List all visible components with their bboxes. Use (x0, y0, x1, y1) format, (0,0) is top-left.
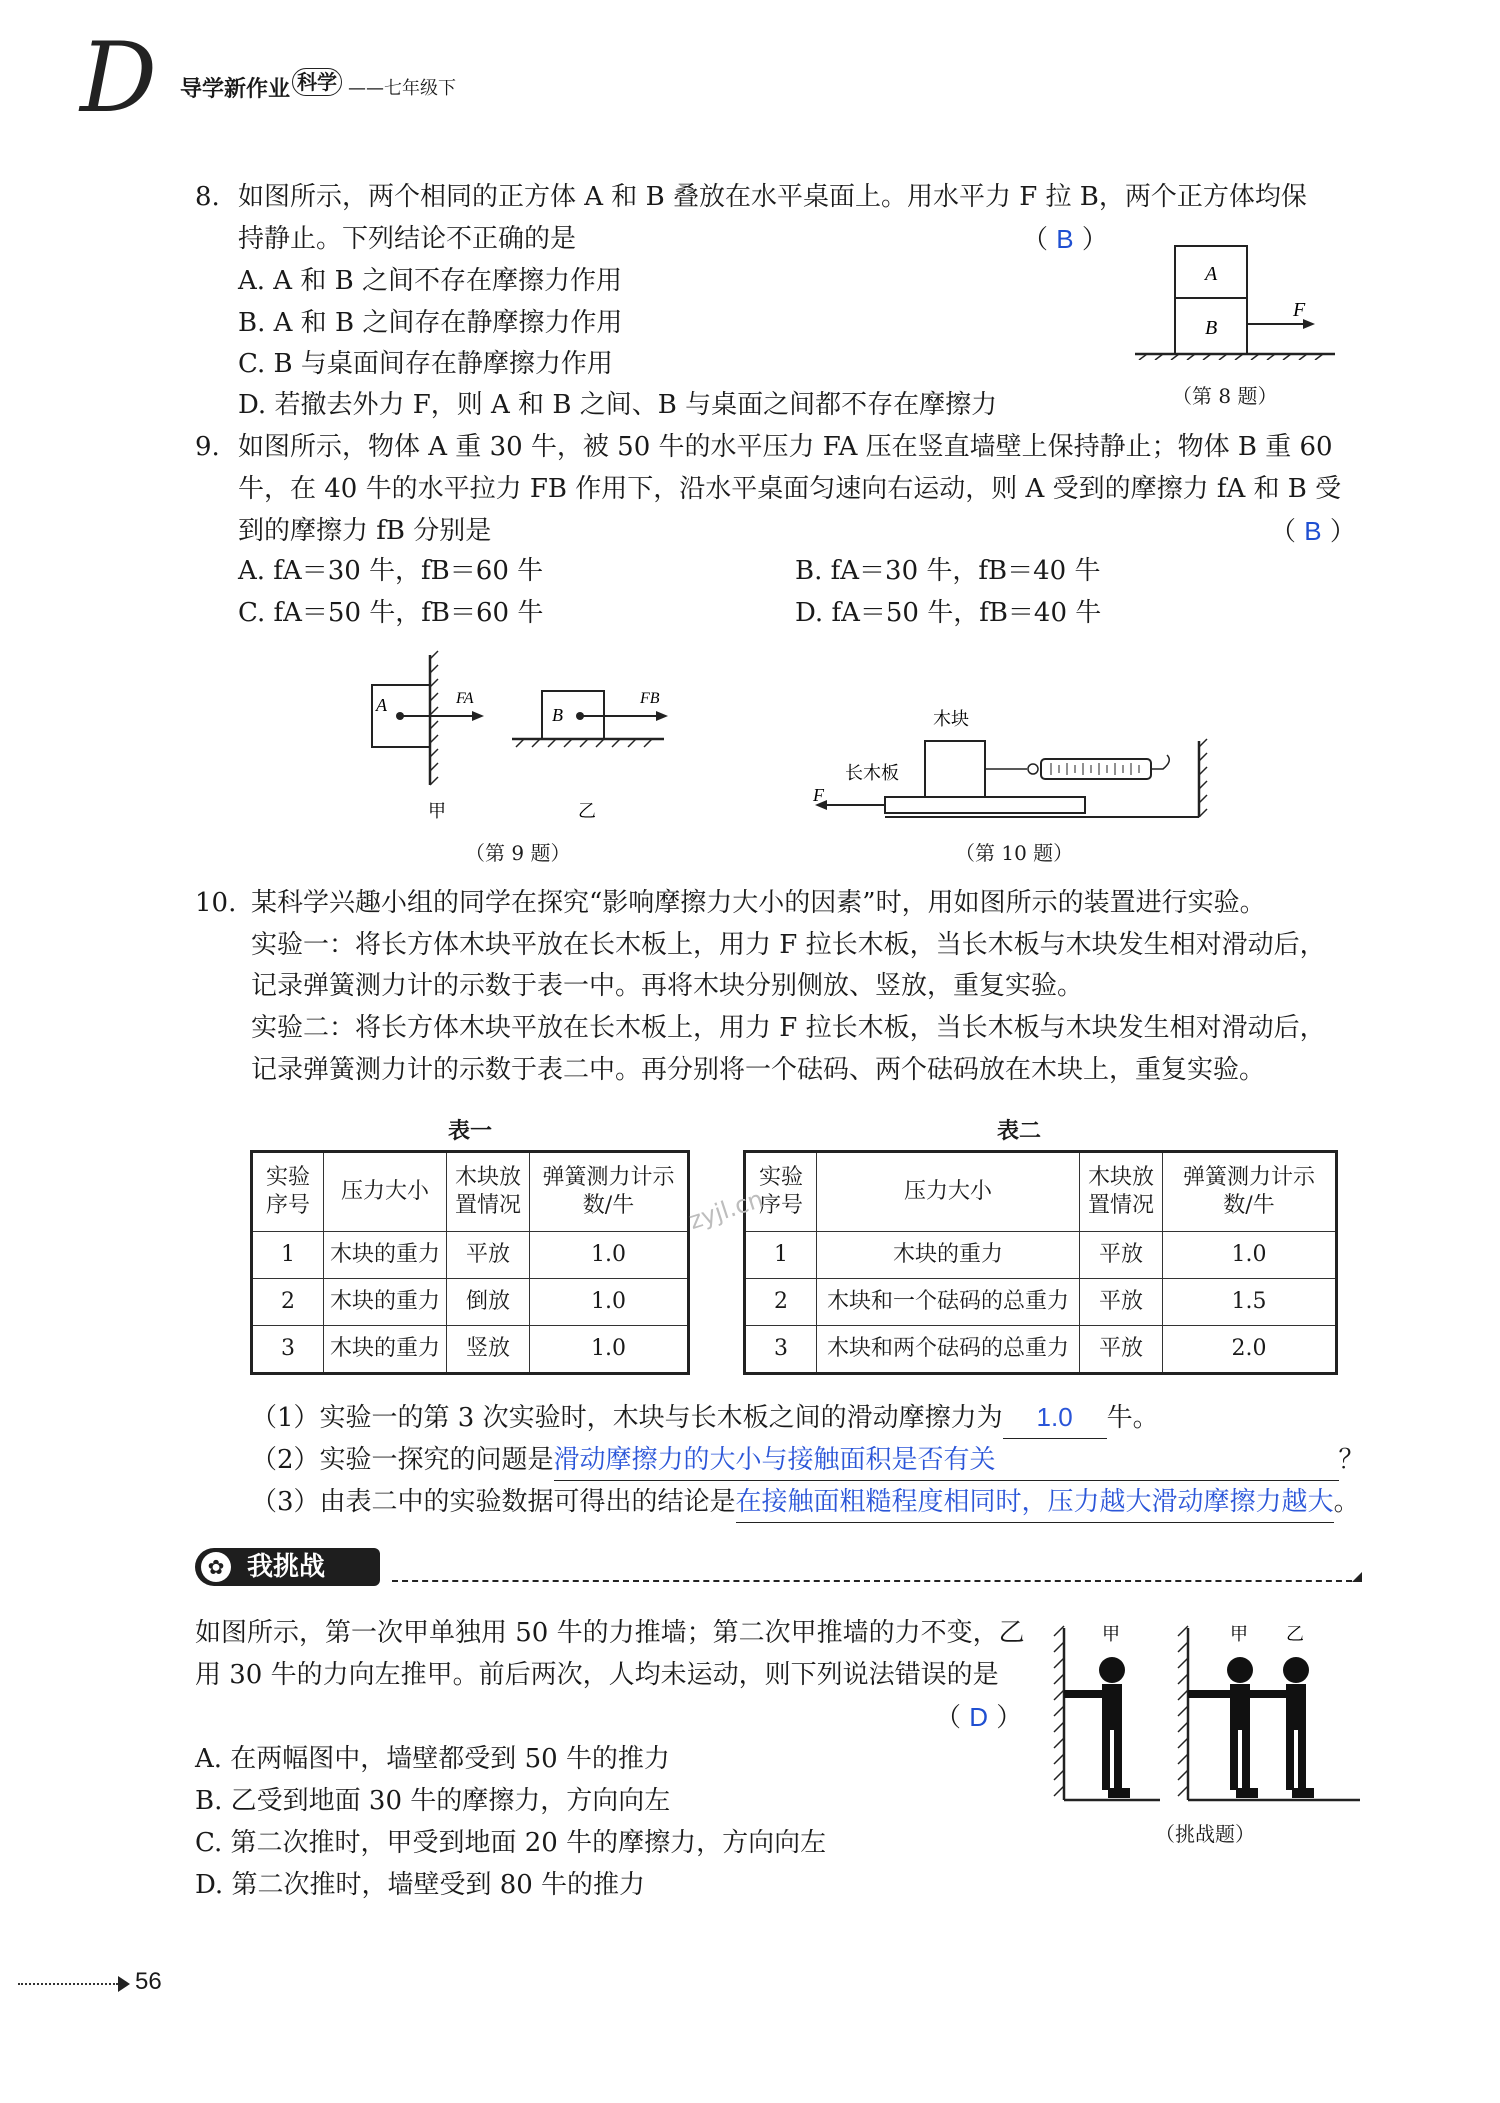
table2-header: 木块放置情况 (1080, 1152, 1163, 1232)
cube-b-label: B (1205, 317, 1218, 339)
table1 (250, 1150, 690, 1375)
label-jia-1: 甲 (1102, 1624, 1120, 1645)
q8-stem-line1: 如图所示，两个相同的正方体 A 和 B 叠放在水平桌面上。用水平力 F 拉 B，两个正方体均保 (238, 182, 1307, 212)
wall-left-hatching (1054, 1626, 1064, 1796)
table2-header-row (745, 1152, 1337, 1232)
table-row (252, 1326, 689, 1374)
q9-option-d: D. fA＝50 牛，fB＝40 牛 (795, 598, 1102, 628)
challenge-divider (392, 1580, 1352, 1582)
q10-sub2-suffix: ？ (1338, 1445, 1365, 1475)
table2-cell: 1.5 (1163, 1279, 1337, 1326)
table-row (745, 1279, 1337, 1326)
q10-number: 10. (195, 888, 237, 918)
long-board (885, 797, 1085, 813)
challenge-answer-bracket: （ D ） (935, 1702, 1023, 1733)
label-jia: 甲 (428, 801, 446, 822)
spring-end-hook (1151, 755, 1169, 769)
cube-a-label: A (1205, 263, 1218, 285)
label-yi: 乙 (1286, 1624, 1304, 1645)
table2-header: 压力大小 (817, 1152, 1080, 1232)
table2-cell: 平放 (1080, 1279, 1163, 1326)
force-f-label: F (813, 785, 824, 805)
challenge-caption: （挑战题） (1155, 1822, 1255, 1846)
table1-cell: 木块的重力 (324, 1326, 447, 1374)
q10-exp1-line1: 实验一：将长方体木块平放在长木板上，用力 F 拉长木板，当长木板与木块发生相对滑动后， (251, 930, 1326, 960)
challenge-option-d: D. 第二次推时，墙壁受到 80 牛的推力 (195, 1870, 646, 1900)
table2-header: 弹簧测力计示数/牛 (1163, 1152, 1337, 1232)
q10-sub1-prefix: （1）实验一的第 3 次实验时，木块与长木板之间的滑动摩擦力为 (251, 1403, 1003, 1433)
q10-sub1 (251, 1396, 1159, 1439)
table1-header: 压力大小 (324, 1152, 447, 1232)
q8-option-c: C. B 与桌面间存在静摩擦力作用 (238, 349, 613, 379)
q9-figure (360, 645, 680, 845)
q10-sub3 (251, 1480, 1360, 1523)
table1-cell: 竖放 (447, 1326, 530, 1374)
person-jia-2 (1188, 1657, 1258, 1798)
table2-cell: 1.0 (1163, 1232, 1337, 1279)
page-number: 56 (135, 1968, 162, 1995)
q10-intro: 某科学兴趣小组的同学在探究“影响摩擦力大小的因素”时，用如图所示的装置进行实验。 (251, 888, 1266, 918)
label-jia-2: 甲 (1230, 1624, 1248, 1645)
spring-hook (1028, 764, 1038, 774)
grade-label: ——七年级下 (348, 78, 456, 99)
q9-stem-line3: 到的摩擦力 fB 分别是 (238, 516, 492, 546)
table2-cell: 平放 (1080, 1326, 1163, 1374)
table1-cell: 1 (252, 1232, 324, 1279)
label-block: 木块 (933, 709, 969, 730)
challenge-option-c: C. 第二次推时，甲受到地面 20 牛的摩擦力，方向向左 (195, 1828, 827, 1858)
wall-right-hatching (1178, 1626, 1188, 1796)
q10-sub1-suffix: 牛。 (1106, 1403, 1159, 1433)
table1-header-row (252, 1152, 689, 1232)
q10-sub2-prefix: （2）实验一探究的问题是 (251, 1445, 554, 1475)
footer-arrow-icon (118, 1976, 130, 1992)
q10-exp2-line1: 实验二：将长方体木块平放在长木板上，用力 F 拉长木板，当长木板与木块发生相对滑动后， (251, 1013, 1326, 1043)
table2-cell: 2 (745, 1279, 817, 1326)
table2-cell: 木块和两个砝码的总重力 (817, 1326, 1080, 1374)
challenge-answer: D (969, 1702, 989, 1732)
block-b-label: B (552, 705, 563, 725)
q10-sub3-prefix: （3）由表二中的实验数据可得出的结论是 (251, 1487, 736, 1517)
table1-header: 弹簧测力计示数/牛 (530, 1152, 689, 1232)
table1-cell: 木块的重力 (324, 1232, 447, 1279)
force-fa-label: FA (456, 690, 474, 707)
table1-cell: 1.0 (530, 1279, 689, 1326)
q9-option-a: A. fA＝30 牛，fB＝60 牛 (238, 556, 544, 586)
logo-letter: D (80, 22, 157, 134)
q10-sub3-suffix: 。 (1333, 1487, 1360, 1517)
table-row (745, 1232, 1337, 1279)
table-row (252, 1279, 689, 1326)
subject-label: 科学 (297, 70, 337, 94)
page-header (80, 22, 600, 134)
force-fb-head (656, 711, 668, 721)
force-f-label: F (1293, 299, 1306, 321)
table1-cell: 3 (252, 1326, 324, 1374)
q8-stem-line2: 持静止。下列结论不正确的是 (238, 224, 577, 254)
challenge-heading-banner (195, 1548, 380, 1586)
q9-answer-bracket: （ B ） (1270, 516, 1356, 547)
challenge-option-b: B. 乙受到地面 30 牛的摩擦力，方向向左 (195, 1786, 671, 1816)
table1-title: 表一 (448, 1119, 493, 1144)
q10-sub2-answer: 滑动摩擦力的大小与接触面积是否有关 (554, 1438, 1339, 1481)
challenge-divider-end-icon (1352, 1572, 1362, 1582)
table1-cell: 1.0 (530, 1232, 689, 1279)
challenge-option-a: A. 在两幅图中，墙壁都受到 50 牛的推力 (195, 1744, 670, 1774)
table2-title: 表二 (997, 1119, 1042, 1144)
table1-cell: 倒放 (447, 1279, 530, 1326)
q8-option-a: A. A 和 B 之间不存在摩擦力作用 (238, 266, 622, 296)
q10-figure-caption: （第 10 题） (955, 841, 1074, 865)
label-yi: 乙 (578, 801, 596, 822)
q8-number: 8. (195, 182, 220, 212)
subject-badge (292, 68, 342, 96)
force-fb-label: FB (640, 690, 660, 707)
q8-caption: （第 8 题） (1172, 384, 1278, 408)
person-jia-1 (1064, 1657, 1130, 1798)
table1-cell: 木块的重力 (324, 1279, 447, 1326)
q10-sub3-answer: 在接触面粗糙程度相同时，压力越大滑动摩擦力越大 (736, 1480, 1334, 1523)
q8-answer-bracket: （ B ） (1022, 224, 1108, 255)
table-row (252, 1232, 689, 1279)
wood-block (925, 741, 985, 797)
table2-cell: 3 (745, 1326, 817, 1374)
table2-cell: 木块和一个砝码的总重力 (817, 1279, 1080, 1326)
table1-cell: 2 (252, 1279, 324, 1326)
q10-sub1-answer: 1.0 (1003, 1396, 1107, 1439)
table1-cell: 1.0 (530, 1326, 689, 1374)
table2-cell: 1 (745, 1232, 817, 1279)
q10-sub2 (251, 1438, 1365, 1481)
table2-cell: 木块的重力 (817, 1232, 1080, 1279)
book-title: 导学新作业 (180, 77, 291, 102)
q9-number: 9. (195, 432, 220, 462)
table1-header: 木块放置情况 (447, 1152, 530, 1232)
table2-cell: 2.0 (1163, 1326, 1337, 1374)
force-fa-head (472, 711, 484, 721)
q9-answer: B (1304, 516, 1322, 546)
q9-stem-line1: 如图所示，物体 A 重 30 牛，被 50 牛的水平压力 FA 压在竖直墙壁上保持静止；物体 B 重 60 (238, 432, 1333, 462)
block-a-label: A (376, 695, 387, 715)
q10-exp2-line2: 记录弹簧测力计的示数于表二中。再分别将一个砝码、两个砝码放在木块上，重复实验。 (251, 1055, 1266, 1085)
table2-cell: 平放 (1080, 1232, 1163, 1279)
q8-answer: B (1056, 224, 1074, 254)
label-board: 长木板 (845, 763, 899, 784)
q8-option-b: B. A 和 B 之间存在静摩擦力作用 (238, 308, 623, 338)
q10-exp1-line2: 记录弹簧测力计的示数于表一中。再将木块分别侧放、竖放，重复实验。 (251, 971, 1084, 1001)
q9-option-b: B. fA＝30 牛，fB＝40 牛 (795, 556, 1101, 586)
spring-scale (1041, 759, 1151, 779)
q8-figure (1125, 240, 1345, 360)
table-row (745, 1326, 1337, 1374)
q9-caption: （第 9 题） (465, 841, 571, 865)
table1-cell: 平放 (447, 1232, 530, 1279)
table2 (743, 1150, 1338, 1375)
challenge-heading: 我挑战 (247, 1552, 326, 1582)
q10-figure (795, 705, 1235, 835)
footer-dots (18, 1983, 118, 1985)
challenge-stem-line1: 如图所示，第一次甲单独用 50 牛的力推墙；第二次甲推墙的力不变，乙 (195, 1618, 1025, 1648)
watermark: zyjl.cn (685, 1184, 767, 1236)
q8-option-d: D. 若撤去外力 F，则 A 和 B 之间、B 与桌面之间都不存在摩擦力 (238, 390, 998, 420)
challenge-stem-line2: 用 30 牛的力向左推甲。前后两次，人均未运动，则下列说法错误的是 (195, 1660, 999, 1690)
q9-stem-line2: 牛，在 40 牛的水平拉力 FB 作用下，沿水平桌面匀速向右运动，则 A 受到的摩擦力 fA 和 B 受 (238, 474, 1342, 504)
lightbulb-icon: ✿ (201, 1552, 231, 1582)
person-yi (1248, 1657, 1314, 1798)
table1-header: 实验序号 (252, 1152, 324, 1232)
challenge-figure (1050, 1620, 1370, 1820)
table2-header: 实验序号 (745, 1152, 817, 1232)
q9-option-c: C. fA＝50 牛，fB＝60 牛 (238, 598, 544, 628)
